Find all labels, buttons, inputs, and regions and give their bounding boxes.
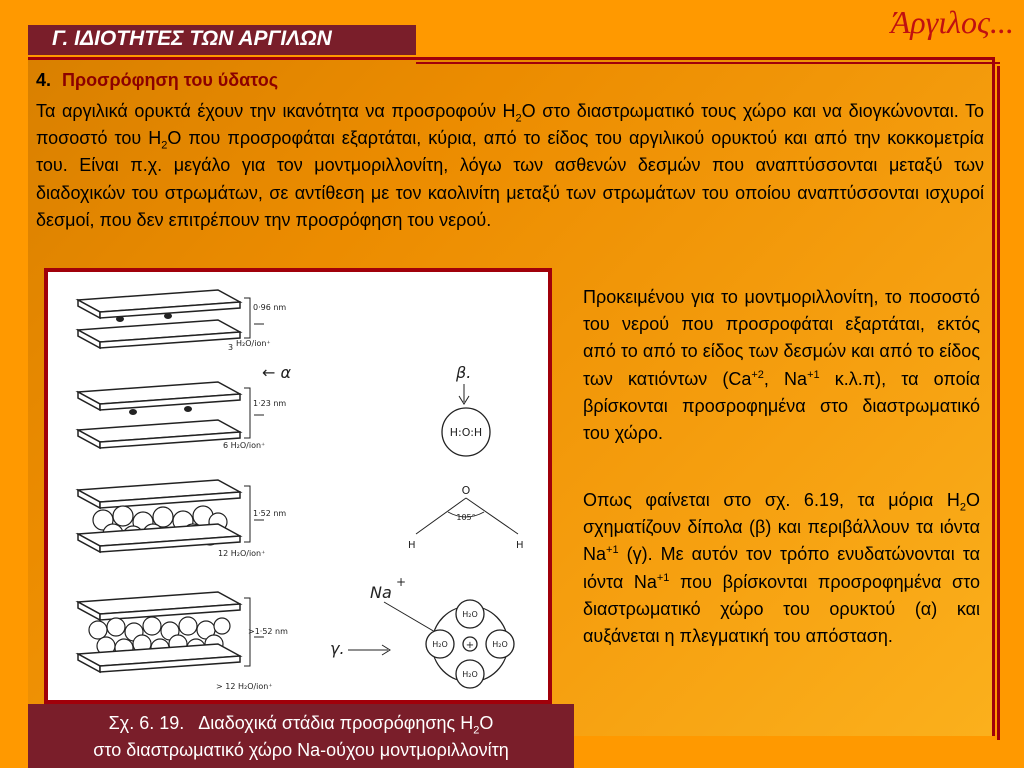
- caption-text-2: O: [479, 713, 494, 733]
- hydration-water-right: H₂O: [492, 640, 508, 649]
- caption-text-1: Σχ. 6. 19. Διαδοχικά στάδια προσρόφησης H: [108, 713, 474, 733]
- right2-text-1: Οπως φαίνεται στο σχ. 6.19, τα μόρια H: [583, 490, 960, 510]
- bond-angle-label: 105°: [456, 513, 476, 522]
- water-label-3: 12 H₂O/ion⁺: [218, 549, 266, 558]
- label-beta: β.: [456, 363, 472, 382]
- right1-text-3: κ.λ.π), τα οποία βρίσκονται προσροφημένα στο διαστρωματικό του χώρο.: [583, 368, 980, 444]
- figure-caption: [28, 704, 574, 768]
- intro-text-2: O στο διαστρωματικό τους χώρο και να διογκώνονται. Το ποσοστό του H: [36, 101, 984, 149]
- dipole-hydrogen-right: H: [516, 540, 524, 551]
- brand-logo-text: Άργιλος...: [890, 4, 1014, 40]
- label-gamma: γ.: [330, 639, 345, 658]
- right-paragraph-2: [583, 487, 980, 650]
- hydration-water-left: H₂O: [432, 640, 448, 649]
- water-label-1: H₂O/ion⁺: [236, 339, 271, 348]
- section-number: 4.: [36, 70, 52, 90]
- spacing-label-4: >1·52 nm: [248, 627, 288, 636]
- hydration-water-bottom: H₂O: [462, 670, 478, 679]
- dipole-hydrogen-left: H: [408, 540, 416, 551]
- section-heading: [36, 70, 278, 91]
- outer-right-border-line: [997, 66, 1000, 740]
- ion-charge: +: [465, 640, 475, 651]
- right1-sup-1: +2: [751, 368, 764, 381]
- water-label-2: 6 H₂O/ion⁺: [223, 441, 266, 450]
- label-alpha: ← α: [262, 363, 292, 382]
- water-count-1: 3: [228, 343, 234, 352]
- right2-text-3: (γ). Με αυτόν τον τρόπο ενυδατώνονται τα ιόντα Na: [583, 544, 980, 592]
- right2-sup-2: +1: [656, 571, 670, 584]
- intro-text-3: O που προσροφάται εξαρτάται, κύρια, από το είδος του αργιλικού ορυκτού και από την κοκκομετρία του. Είναι π.χ. μεγάλο για τον μοντμοριλλονίτη, λόγω των ασθενών δεσμών που αναπτύσσονται μεταξύ των διαδοχικών του στρωμάτων, σε αντίθεση με τον καολινίτη μεταξύ των στρωμάτων του οποίου αναπτύσσονται ισχυροί δεσμοί, που δεν επιτρέπουν την προσρόφηση του νερού.: [36, 128, 984, 230]
- section-label: Προσρόφηση του ύδατος: [62, 70, 279, 90]
- slide-title: Γ. ΙΔΙΟΤΗΤΕΣ ΤΩΝ ΑΡΓΙΛΩΝ: [52, 27, 332, 50]
- right2-text-4: που βρίσκονται προσροφημένα στο διαστρωματικό χώρο του ορυκτού (α) και αυξάνεται η πλεγματική του απόσταση.: [583, 571, 980, 647]
- figure-frame: [44, 268, 552, 704]
- top-border-line: [28, 57, 995, 60]
- dipole-oxygen: O: [461, 484, 471, 497]
- right2-text-2: O σχηματίζουν δίπολα (β) και περιβάλλουν τα ιόντα Na: [583, 490, 980, 565]
- right2-sup-1: +1: [606, 544, 619, 557]
- right1-sup-2: +1: [807, 368, 820, 381]
- caption-line-2: στο διαστρωματικό χώρο Na-ούχου μοντμοριλλονίτη: [93, 740, 509, 760]
- intro-sub-1: 2: [515, 112, 522, 125]
- right-border-line: [992, 60, 995, 736]
- spacing-label-1: 0·96 nm: [253, 303, 287, 312]
- spacing-label-2: 1·23 nm: [253, 399, 287, 408]
- sodium-label: Na: [370, 583, 392, 602]
- water-label-4: > 12 H₂O/ion⁺: [216, 682, 273, 691]
- intro-paragraph: [36, 98, 984, 234]
- spacing-label-3: 1·52 nm: [253, 509, 287, 518]
- right-paragraph-1: [583, 284, 980, 447]
- top-border-line-2: [416, 62, 1000, 64]
- caption-sub: 2: [473, 724, 480, 737]
- right2-sub-1: 2: [959, 501, 966, 514]
- water-formula: H:O:H: [449, 426, 483, 439]
- caption-line-1: [28, 710, 574, 737]
- right1-text-2: , Na: [763, 368, 808, 389]
- hydration-water-top: H₂O: [462, 610, 478, 619]
- right1-text-1: Προκειμένου για το μοντμοριλλονίτη, το ποσοστό του νερού που προσροφάται εξαρτάται, εκτός από το από το είδος των δεσμών και από το είδος των κατιόντων (Ca: [583, 287, 980, 389]
- figure-6-19: [48, 272, 548, 700]
- intro-text-1: Τα αργιλικά ορυκτά έχουν την ικανότητα να προσροφούν H: [36, 101, 516, 121]
- sodium-charge: +: [396, 575, 407, 589]
- intro-sub-2: 2: [161, 139, 168, 152]
